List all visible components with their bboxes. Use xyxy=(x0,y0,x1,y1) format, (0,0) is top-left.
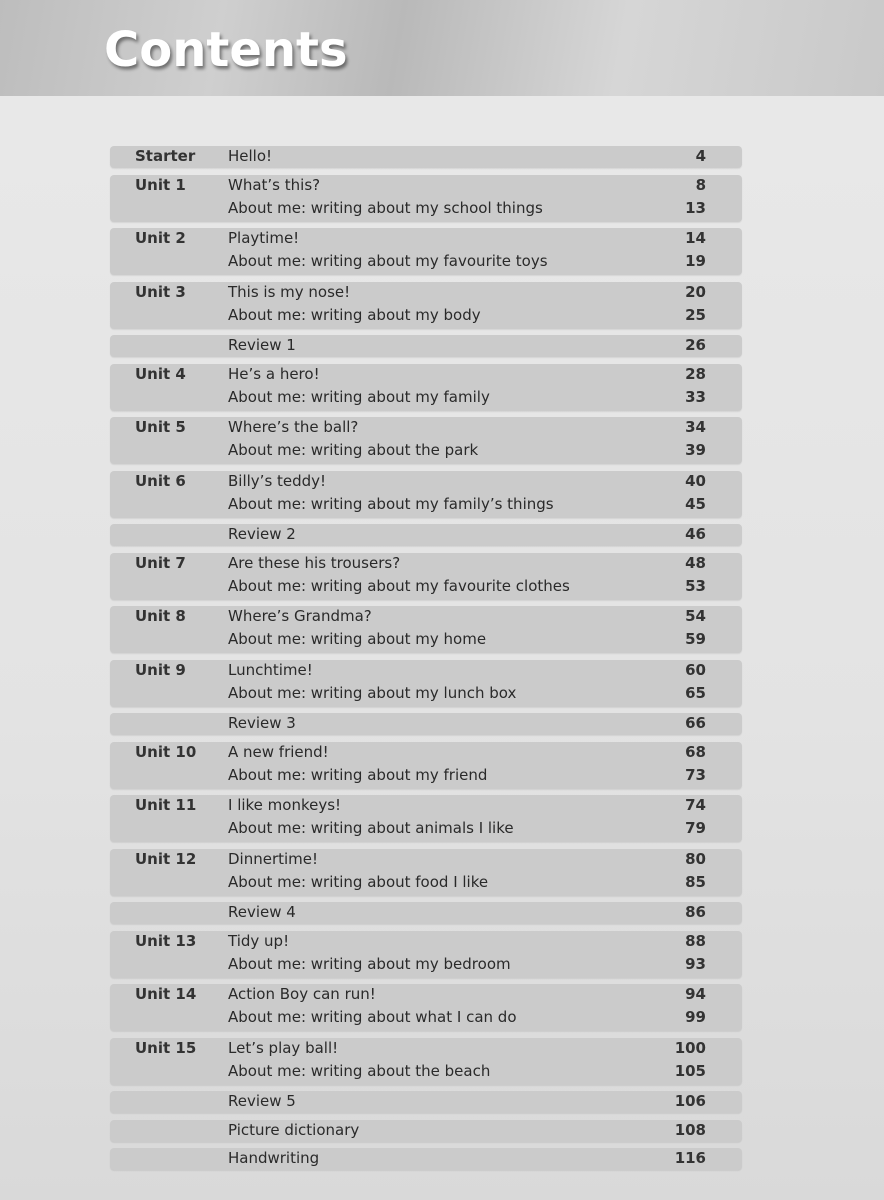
contents-entry xyxy=(228,819,706,837)
entry-title: About me: writing about food I like xyxy=(228,872,489,891)
page-number: 65 xyxy=(685,683,706,702)
unit-label: Unit 5 xyxy=(135,418,186,436)
entry-title: About me: writing about the beach xyxy=(228,1061,491,1080)
page-number: 25 xyxy=(685,305,706,324)
entry-title: Billy’s teddy! xyxy=(228,471,327,490)
page-number: 14 xyxy=(685,229,706,247)
contents-row xyxy=(110,742,742,789)
page-number: 68 xyxy=(685,742,706,761)
contents-entry xyxy=(228,661,706,679)
entry-title: Picture dictionary xyxy=(228,1120,360,1139)
entry-title: About me: writing about my family xyxy=(228,387,490,406)
page-number: 20 xyxy=(685,282,706,301)
entry-title: About me: writing about my school things xyxy=(228,198,543,217)
unit-label: Unit 8 xyxy=(135,607,186,625)
page-number: 85 xyxy=(685,872,706,891)
entry-title: Action Boy can run! xyxy=(228,985,376,1003)
contents-row xyxy=(110,471,742,518)
contents-entry xyxy=(228,955,706,973)
contents-entry xyxy=(228,252,706,270)
page-number: 79 xyxy=(685,819,706,837)
page-number: 8 xyxy=(695,175,706,194)
page-number: 80 xyxy=(685,849,706,868)
page-number: 45 xyxy=(685,494,706,513)
page-number: 88 xyxy=(685,931,706,950)
page-number: 48 xyxy=(685,553,706,572)
page-number: 40 xyxy=(685,471,706,490)
page-number: 108 xyxy=(674,1120,706,1139)
contents-entry xyxy=(228,714,706,732)
contents-entry xyxy=(228,932,706,950)
entry-title: A new friend! xyxy=(228,742,329,761)
contents-row xyxy=(110,984,742,1031)
entry-title: About me: writing about my bedroom xyxy=(228,954,511,973)
page-number: 106 xyxy=(674,1092,706,1110)
entry-title: About me: writing about my lunch box xyxy=(228,683,517,702)
contents-entry xyxy=(228,607,706,625)
contents-row xyxy=(110,931,742,978)
entry-title: About me: writing about what I can do xyxy=(228,1008,517,1026)
contents-row xyxy=(110,1120,742,1142)
page-number: 100 xyxy=(674,1038,706,1057)
unit-label: Starter xyxy=(135,147,196,165)
entry-title: About me: writing about my favourite clothes xyxy=(228,576,570,595)
contents-entry xyxy=(228,743,706,761)
contents-row xyxy=(110,282,742,329)
unit-label: Unit 6 xyxy=(135,471,186,490)
page-number: 4 xyxy=(695,147,706,165)
unit-label: Unit 2 xyxy=(135,229,186,247)
contents-entry xyxy=(228,441,706,459)
page-number: 39 xyxy=(685,441,706,459)
contents-entry xyxy=(228,365,706,383)
contents-entry xyxy=(228,1149,706,1167)
contents-row xyxy=(110,553,742,600)
entry-title: Review 3 xyxy=(228,714,296,732)
entry-title: Playtime! xyxy=(228,229,300,247)
entry-title: Are these his trousers? xyxy=(228,553,401,572)
page-number: 74 xyxy=(685,796,706,814)
contents-row xyxy=(110,1148,742,1170)
contents-entry xyxy=(228,796,706,814)
page-number: 73 xyxy=(685,765,706,784)
page-number: 93 xyxy=(685,954,706,973)
page-number: 99 xyxy=(685,1008,706,1026)
entry-title: Review 1 xyxy=(228,336,296,354)
contents-entry xyxy=(228,850,706,868)
entry-title: Lunchtime! xyxy=(228,660,313,679)
page-number: 54 xyxy=(685,607,706,625)
contents-row xyxy=(110,524,742,546)
contents-entry xyxy=(228,1008,706,1026)
contents-entry xyxy=(228,554,706,572)
page-number: 26 xyxy=(685,336,706,354)
page-number: 59 xyxy=(685,630,706,648)
unit-label: Unit 11 xyxy=(135,796,197,814)
page-number: 105 xyxy=(674,1061,706,1080)
contents-row xyxy=(110,795,742,842)
page-number: 116 xyxy=(674,1149,706,1167)
page-number: 13 xyxy=(685,198,706,217)
unit-label: Unit 13 xyxy=(135,931,197,950)
contents-entry xyxy=(228,766,706,784)
contents-entry xyxy=(228,147,706,165)
unit-label: Unit 9 xyxy=(135,660,186,679)
entry-title: About me: writing about my body xyxy=(228,305,481,324)
entry-title: This is my nose! xyxy=(228,282,351,301)
contents-row xyxy=(110,228,742,275)
entry-title: He’s a hero! xyxy=(228,364,320,383)
entry-title: Dinnertime! xyxy=(228,849,319,868)
contents-row xyxy=(110,1091,742,1113)
contents-entry xyxy=(228,418,706,436)
contents-entry xyxy=(228,577,706,595)
contents-row xyxy=(110,606,742,653)
entry-title: About me: writing about animals I like xyxy=(228,819,514,837)
unit-label: Unit 14 xyxy=(135,985,197,1003)
page-number: 46 xyxy=(685,525,706,543)
contents-row xyxy=(110,902,742,924)
contents-entry xyxy=(228,1121,706,1139)
contents-entry xyxy=(228,472,706,490)
page-number: 94 xyxy=(685,985,706,1003)
unit-label: Unit 4 xyxy=(135,364,186,383)
entry-title: Let’s play ball! xyxy=(228,1038,339,1057)
entry-title: Where’s Grandma? xyxy=(228,607,372,625)
contents-entry xyxy=(228,903,706,921)
unit-label: Unit 7 xyxy=(135,553,186,572)
entry-title: What’s this? xyxy=(228,175,321,194)
entry-title: Where’s the ball? xyxy=(228,418,359,436)
contents-entry xyxy=(228,1039,706,1057)
entry-title: Review 4 xyxy=(228,903,296,921)
unit-label: Unit 15 xyxy=(135,1038,197,1057)
contents-entry xyxy=(228,388,706,406)
unit-label: Unit 12 xyxy=(135,849,197,868)
entry-title: Review 2 xyxy=(228,525,296,543)
unit-label: Unit 10 xyxy=(135,742,197,761)
page-number: 19 xyxy=(685,252,706,270)
entry-title: Tidy up! xyxy=(228,931,290,950)
entry-title: About me: writing about my friend xyxy=(228,765,488,784)
page-number: 28 xyxy=(685,364,706,383)
entry-title: I like monkeys! xyxy=(228,796,342,814)
contents-entry xyxy=(228,1062,706,1080)
entry-title: About me: writing about the park xyxy=(228,441,479,459)
contents-entry xyxy=(228,1092,706,1110)
contents-entry xyxy=(228,199,706,217)
entry-title: About me: writing about my family’s things xyxy=(228,494,554,513)
contents-entry xyxy=(228,873,706,891)
entry-title: Hello! xyxy=(228,147,273,165)
contents-row xyxy=(110,364,742,411)
contents-entry xyxy=(228,306,706,324)
page-title: Contents xyxy=(104,22,348,78)
contents-row xyxy=(110,146,742,168)
page-number: 86 xyxy=(685,903,706,921)
contents-row xyxy=(110,713,742,735)
contents-row xyxy=(110,417,742,464)
page-number: 66 xyxy=(685,714,706,732)
contents-entry xyxy=(228,229,706,247)
contents-entry xyxy=(228,283,706,301)
contents-entry xyxy=(228,630,706,648)
contents-entry xyxy=(228,525,706,543)
contents-entry xyxy=(228,985,706,1003)
page-number: 53 xyxy=(685,576,706,595)
contents-entry xyxy=(228,336,706,354)
contents-row xyxy=(110,660,742,707)
contents-entry xyxy=(228,176,706,194)
contents-entry xyxy=(228,495,706,513)
contents-row xyxy=(110,1038,742,1085)
contents-row xyxy=(110,849,742,896)
unit-label: Unit 3 xyxy=(135,282,186,301)
entry-title: Review 5 xyxy=(228,1092,296,1110)
contents-row xyxy=(110,335,742,357)
entry-title: About me: writing about my home xyxy=(228,630,487,648)
unit-label: Unit 1 xyxy=(135,175,186,194)
page-number: 60 xyxy=(685,660,706,679)
contents-entry xyxy=(228,684,706,702)
contents-table xyxy=(110,146,742,1170)
page-number: 34 xyxy=(685,418,706,436)
entry-title: Handwriting xyxy=(228,1149,320,1167)
header-banner xyxy=(0,0,884,96)
contents-row xyxy=(110,175,742,222)
page-number: 33 xyxy=(685,387,706,406)
entry-title: About me: writing about my favourite toys xyxy=(228,252,548,270)
